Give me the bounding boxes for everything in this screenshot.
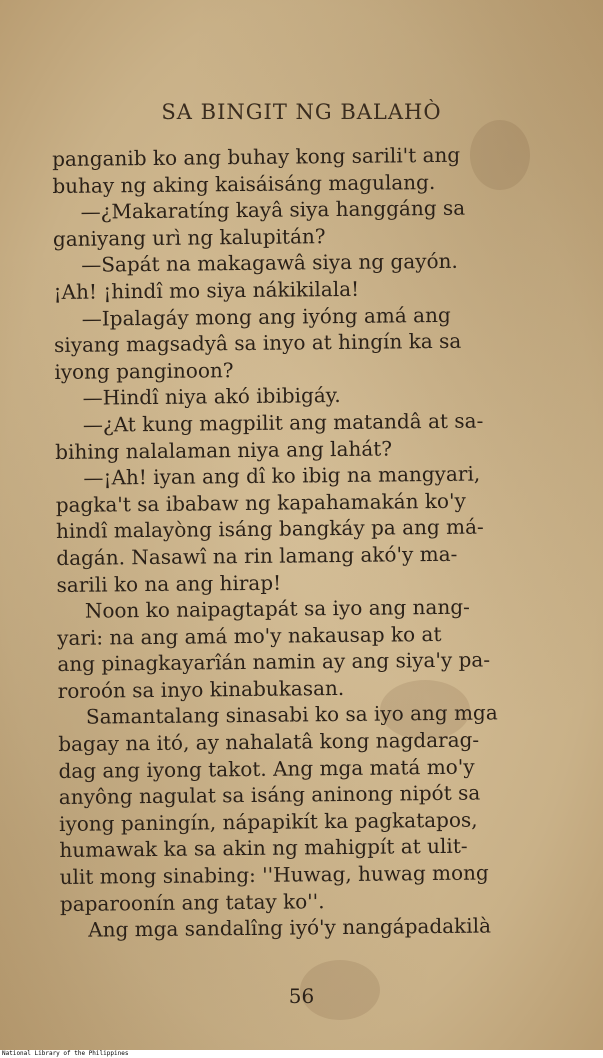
text-line: bihing nalalaman niya ang lahát?	[55, 435, 393, 464]
text-line: ang pinagkayarîán namin ay ang siya'y pa-	[57, 647, 491, 677]
text-line: —¿Makaratíng kayâ siya hanggáng sa	[80, 195, 466, 224]
text-line: panganib ko ang buhay kong sarili't ang	[52, 142, 461, 171]
text-line: ulit mong sinabing: ''Huwag, huwag mong	[59, 860, 489, 889]
text-line: roroón sa inyo kinabukasan.	[57, 675, 345, 703]
text-line: —¿At kung magpilit ang matandâ at sa-	[82, 408, 484, 437]
text-line: —¡Ah! iyan ang dî ko ibig na mangyari,	[83, 461, 481, 490]
text-line: ¡Ah! ¡hindî mo siya nákikilala!	[53, 276, 360, 304]
text-line: Ang mga sandalîng iyó'y nangápadakilà	[88, 913, 492, 942]
text-line: bagay na itó, ay nahalatâ kong nagdarag-	[58, 727, 480, 757]
text-line: Noon ko naipagtapát sa iyo ang nang-	[84, 594, 470, 623]
text-line: anyông nagulat sa isáng aninong nipót sa	[58, 780, 481, 810]
text-line: yari: na ang amá mo'y nakausap ko at	[57, 621, 442, 650]
text-line: dag ang iyong takot. Ang mga matá mo'y	[58, 754, 475, 783]
text-line: Samantalang sinasabi ko sa iyo ang mga	[85, 700, 498, 730]
text-line: ganiyang urì ng kalupitán?	[52, 223, 326, 251]
text-line: buhay ng aking kaisáisáng magulang.	[52, 169, 436, 198]
text-line: pagka't sa ibabaw ng kapahamakán ko'y	[55, 488, 466, 517]
body-text	[52, 141, 560, 944]
text-line: —Hindî niya akó ibibigáy.	[82, 383, 341, 411]
running-head: SA BINGIT NG BALAHÒ	[161, 100, 442, 124]
footer-credit: National Library of the Philippines	[2, 1050, 129, 1057]
text-line: dagán. Nasawî na rin lamang akó'y ma-	[56, 541, 458, 570]
page-number: 56	[288, 984, 315, 1008]
text-line: iyong paningín, nápapikít ka pagkatapos,	[58, 807, 478, 836]
text-line: siyang magsadyâ sa inyo at hingín ka sa	[53, 328, 462, 358]
text-line: sarili ko na ang hirap!	[56, 570, 282, 597]
text-line: iyong panginoon?	[54, 357, 234, 384]
text-line: humawak ka sa akin ng mahigpít at ulit-	[59, 834, 468, 863]
text-line: paparoonín ang tatay ko''.	[59, 888, 325, 916]
text-line: —Ipalagáy mong ang iyóng amá ang	[81, 302, 451, 331]
text-line: —Sapát na makagawâ siya ng gayón.	[81, 249, 458, 278]
text-line: hindî malayòng isáng bangkáy pa ang má-	[55, 514, 484, 544]
